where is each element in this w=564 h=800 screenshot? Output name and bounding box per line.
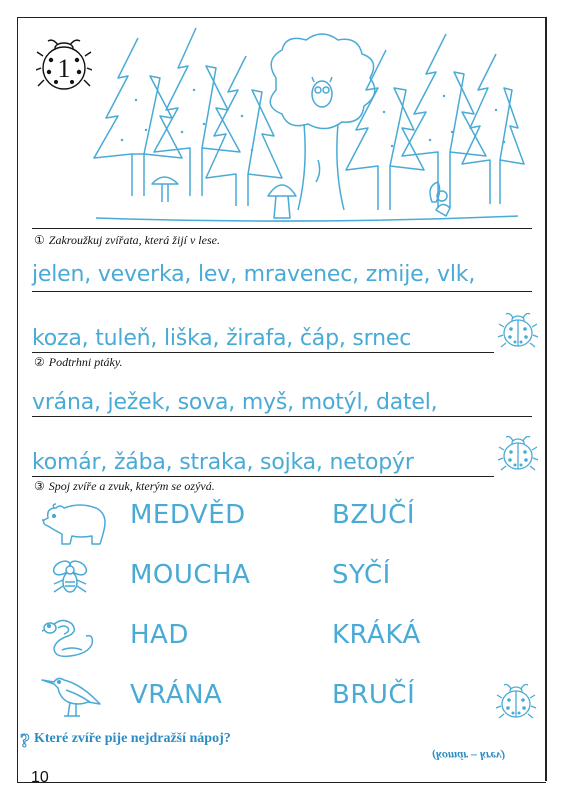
task1-instruction (34, 233, 220, 248)
animal-word-1: MEDVĚD (130, 500, 246, 530)
sound-word-3: KRÁKÁ (332, 620, 421, 650)
page-frame-edge (545, 17, 547, 781)
page-number: 10 (31, 769, 49, 786)
writing-line (32, 352, 494, 353)
task3-instruction (34, 479, 215, 494)
forest-illustration (86, 20, 526, 228)
sound-word-4: BRUČÍ (332, 680, 416, 710)
fly-icon (48, 558, 92, 598)
animal-word-4: VRÁNA (130, 680, 223, 710)
snake-icon (42, 614, 98, 660)
animal-word-3: HAD (130, 620, 189, 650)
sound-word-1: BZUČÍ (332, 500, 416, 530)
task2-instruction-text: Podtrhni ptáky. (48, 355, 123, 369)
task1-word-line-2: koza, tuleň, liška, žirafa, čáp, srnec (32, 326, 412, 351)
ladybug-icon (498, 434, 538, 472)
writing-line (32, 291, 532, 292)
task2-word-line-2: komár, žába, straka, sojka, netopýr (32, 450, 414, 475)
badge-number: 1 (57, 54, 71, 83)
task1-word-line-1: jelen, veverka, lev, mravenec, zmije, vlk, (32, 262, 476, 287)
svg-text:?: ? (20, 730, 30, 750)
task3-marker: ③ (34, 479, 45, 493)
ladybug-icon (498, 311, 538, 349)
divider-line (32, 228, 532, 229)
task2-instruction (34, 355, 123, 370)
writing-line (32, 476, 494, 477)
question-mark-icon (18, 730, 32, 750)
task2-marker: ② (34, 355, 45, 369)
riddle-answer-upside-down: (komár – krev) (432, 749, 506, 763)
bear-icon (40, 498, 110, 548)
sound-word-2: SYČÍ (332, 560, 391, 590)
task1-marker: ① (34, 233, 45, 247)
writing-line (32, 416, 532, 417)
animal-word-2: MOUCHA (130, 560, 251, 590)
task1-instruction-text: Zakroužkuj zvířata, která žijí v lese. (48, 233, 220, 247)
crow-icon (40, 672, 104, 720)
task3-instruction-text: Spoj zvíře a zvuk, kterým se ozývá. (48, 479, 215, 493)
riddle-question: Které zvíře pije nejdražší nápoj? (34, 731, 231, 746)
ladybug-badge-icon (36, 36, 92, 92)
ladybug-icon (496, 682, 536, 720)
task2-word-line-1: vrána, ježek, sova, myš, motýl, datel, (32, 390, 438, 415)
